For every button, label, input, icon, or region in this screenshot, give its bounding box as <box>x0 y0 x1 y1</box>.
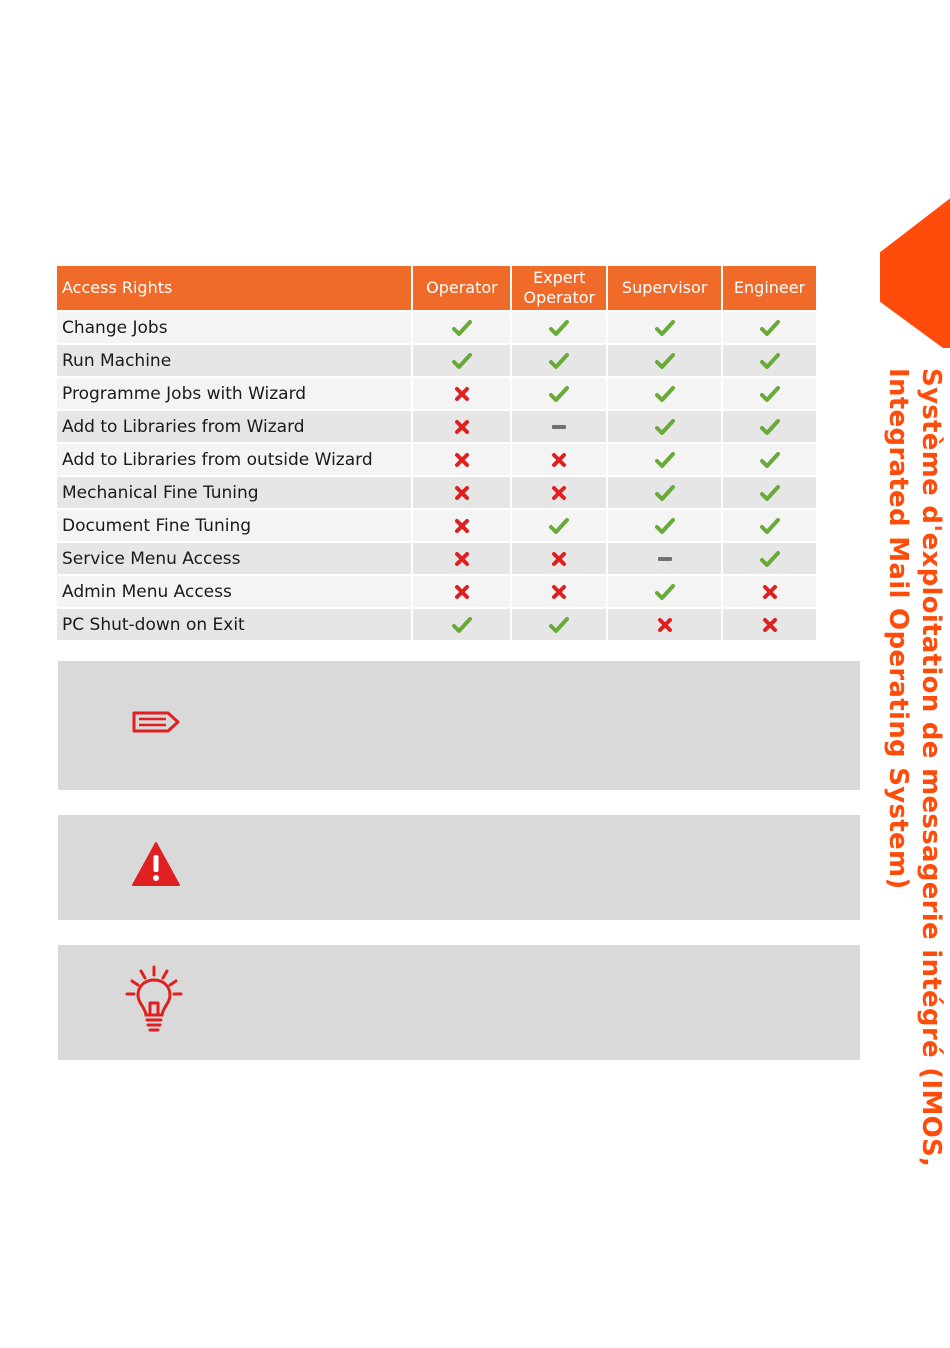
cross-icon <box>452 419 472 435</box>
lightbulb-icon <box>124 965 184 1035</box>
note-panel <box>58 661 860 790</box>
cross-icon <box>452 518 472 534</box>
cross-icon <box>549 452 569 468</box>
cell-engineer <box>723 312 816 343</box>
cell-engineer <box>723 576 816 607</box>
table-row <box>57 345 816 376</box>
header-access-rights: Access Rights <box>57 266 411 310</box>
cross-icon <box>760 584 780 600</box>
table-row <box>57 411 816 442</box>
cell-supervisor <box>608 411 721 442</box>
cell-expert-operator <box>512 345 606 376</box>
cross-icon <box>549 551 569 567</box>
cell-engineer <box>723 345 816 376</box>
cell-engineer <box>723 609 816 640</box>
cell-supervisor <box>608 378 721 409</box>
cell-supervisor <box>608 510 721 541</box>
cell-supervisor <box>608 609 721 640</box>
cell-operator <box>413 609 510 640</box>
table-row <box>57 576 816 607</box>
cell-expert-operator <box>512 378 606 409</box>
table-row <box>57 543 816 574</box>
checkmark-icon <box>760 386 780 402</box>
cell-operator <box>413 477 510 508</box>
cross-icon <box>549 584 569 600</box>
warning-panel <box>58 815 860 920</box>
dash-icon <box>549 419 569 435</box>
cell-engineer <box>723 411 816 442</box>
cell-expert-operator <box>512 576 606 607</box>
cell-expert-operator <box>512 444 606 475</box>
checkmark-icon <box>760 353 780 369</box>
table-header-row <box>57 266 816 310</box>
cross-icon <box>452 551 472 567</box>
cell-engineer <box>723 444 816 475</box>
row-label: Document Fine Tuning <box>57 510 411 541</box>
checkmark-icon <box>655 584 675 600</box>
cell-engineer <box>723 510 816 541</box>
header-supervisor: Supervisor <box>608 266 721 310</box>
header-operator: Operator <box>413 266 510 310</box>
checkmark-icon <box>760 551 780 567</box>
row-label: Add to Libraries from outside Wizard <box>57 444 411 475</box>
cell-operator <box>413 576 510 607</box>
checkmark-icon <box>655 452 675 468</box>
cell-operator <box>413 543 510 574</box>
checkmark-icon <box>549 518 569 534</box>
cross-icon <box>655 617 675 633</box>
checkmark-icon <box>760 419 780 435</box>
checkmark-icon <box>760 485 780 501</box>
row-label: Service Menu Access <box>57 543 411 574</box>
checkmark-icon <box>452 353 472 369</box>
cell-supervisor <box>608 576 721 607</box>
cell-supervisor <box>608 477 721 508</box>
cell-engineer <box>723 378 816 409</box>
checkmark-icon <box>760 518 780 534</box>
cell-expert-operator <box>512 510 606 541</box>
table-row <box>57 444 816 475</box>
cell-operator <box>413 510 510 541</box>
checkmark-icon <box>452 617 472 633</box>
cross-icon <box>760 617 780 633</box>
row-label: Mechanical Fine Tuning <box>57 477 411 508</box>
checkmark-icon <box>549 386 569 402</box>
table-row <box>57 510 816 541</box>
checkmark-icon <box>760 320 780 336</box>
row-label: Change Jobs <box>57 312 411 343</box>
checkmark-icon <box>760 452 780 468</box>
row-label: PC Shut-down on Exit <box>57 609 411 640</box>
header-expert-operator: Expert Operator <box>512 266 606 310</box>
cell-operator <box>413 345 510 376</box>
cell-operator <box>413 444 510 475</box>
cell-engineer <box>723 477 816 508</box>
cell-operator <box>413 411 510 442</box>
cross-icon <box>452 452 472 468</box>
cross-icon <box>452 584 472 600</box>
access-rights-table <box>55 264 818 642</box>
checkmark-icon <box>655 518 675 534</box>
cell-supervisor <box>608 312 721 343</box>
cell-expert-operator <box>512 411 606 442</box>
row-label: Add to Libraries from Wizard <box>57 411 411 442</box>
checkmark-icon <box>452 320 472 336</box>
checkmark-icon <box>655 485 675 501</box>
header-engineer: Engineer <box>723 266 816 310</box>
cell-expert-operator <box>512 543 606 574</box>
checkmark-icon <box>655 353 675 369</box>
table-body <box>57 312 816 640</box>
cell-engineer <box>723 543 816 574</box>
cell-expert-operator <box>512 312 606 343</box>
checkmark-icon <box>655 320 675 336</box>
checkmark-icon <box>655 386 675 402</box>
note-icon <box>130 709 182 735</box>
chapter-title: Système d'exploitation de messagerie intégré (IMOS, Integrated Mail Operating System) <box>883 368 946 1168</box>
dash-icon <box>655 551 675 567</box>
cell-expert-operator <box>512 477 606 508</box>
tip-panel <box>58 945 860 1060</box>
row-label: Run Machine <box>57 345 411 376</box>
warning-icon <box>131 841 181 887</box>
row-label: Admin Menu Access <box>57 576 411 607</box>
row-label: Programme Jobs with Wizard <box>57 378 411 409</box>
cell-expert-operator <box>512 609 606 640</box>
table-row <box>57 609 816 640</box>
cross-icon <box>452 485 472 501</box>
side-tab <box>880 183 950 348</box>
checkmark-icon <box>549 617 569 633</box>
cross-icon <box>452 386 472 402</box>
table-row <box>57 312 816 343</box>
table-row <box>57 378 816 409</box>
cross-icon <box>549 485 569 501</box>
table-row <box>57 477 816 508</box>
cell-supervisor <box>608 543 721 574</box>
checkmark-icon <box>549 320 569 336</box>
cell-operator <box>413 378 510 409</box>
checkmark-icon <box>655 419 675 435</box>
cell-operator <box>413 312 510 343</box>
checkmark-icon <box>549 353 569 369</box>
cell-supervisor <box>608 345 721 376</box>
cell-supervisor <box>608 444 721 475</box>
